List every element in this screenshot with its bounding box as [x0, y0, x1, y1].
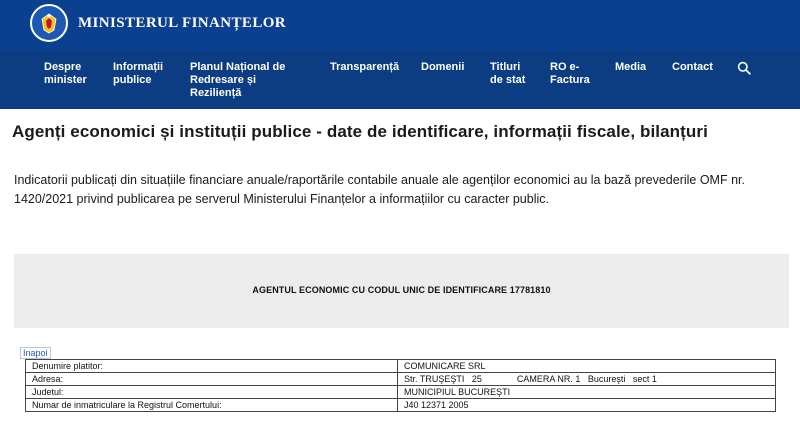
nav-item-titluri-de-stat[interactable]: Titluri de stat: [490, 61, 526, 86]
romanian-government-seal-icon[interactable]: [30, 4, 68, 42]
nav-item-despre-minister[interactable]: Despre minister: [44, 61, 87, 86]
ministry-brand-title[interactable]: MINISTERUL FINANȚELOR: [78, 15, 287, 31]
nav-item-ro-e-factura[interactable]: RO e-Factura: [550, 61, 590, 86]
nav-item-domenii[interactable]: Domenii: [421, 61, 465, 73]
nav-item-contact[interactable]: Contact: [672, 61, 713, 73]
row-label: Denumire platitor:: [26, 360, 398, 373]
agent-header-band: [14, 254, 789, 328]
row-value: J40 12371 2005: [398, 399, 776, 412]
site-header: [0, 0, 800, 50]
row-label: Numar de inmatriculare la Registrul Comertului:: [26, 399, 398, 412]
page-title: Agenți economici și instituții publice - date de identificare, informații fiscale, bilanțuri: [12, 122, 708, 141]
back-link[interactable]: Inapoi: [20, 347, 51, 359]
table-row: [26, 399, 776, 412]
row-label: Judetul:: [26, 386, 398, 399]
agent-heading: AGENTUL ECONOMIC CU CODUL UNIC DE IDENTIFICARE 17781810: [252, 285, 551, 295]
main-navigation: [0, 50, 800, 109]
intro-paragraph: Indicatorii publicați din situațiile financiare anuale/raportările contabile anuale ale agenților economici au la bază prevederile OMF nr. 1420/2021 privind publicarea pe serverul Ministerului Finanțelor a informațiilor cu caracter public.: [14, 173, 745, 206]
nav-item-pnrr[interactable]: Planul Național de Redresare și Reziliență: [190, 61, 286, 99]
row-value: Str. TRUŞEŞTI 25 CAMERA NR. 1 Bucureşti sect 1: [398, 373, 776, 386]
nav-item-informatii-publice[interactable]: Informații publice: [113, 61, 164, 86]
search-icon[interactable]: [737, 61, 751, 75]
row-label: Adresa:: [26, 373, 398, 386]
nav-item-media[interactable]: Media: [615, 61, 647, 73]
table-row: [26, 373, 776, 386]
row-value: COMUNICARE SRL: [398, 360, 776, 373]
nav-item-transparenta[interactable]: Transparență: [330, 61, 400, 73]
table-row: [26, 386, 776, 399]
agent-details-table: [25, 359, 776, 412]
table-row: [26, 360, 776, 373]
row-value: MUNICIPIUL BUCUREŞTI: [398, 386, 776, 399]
